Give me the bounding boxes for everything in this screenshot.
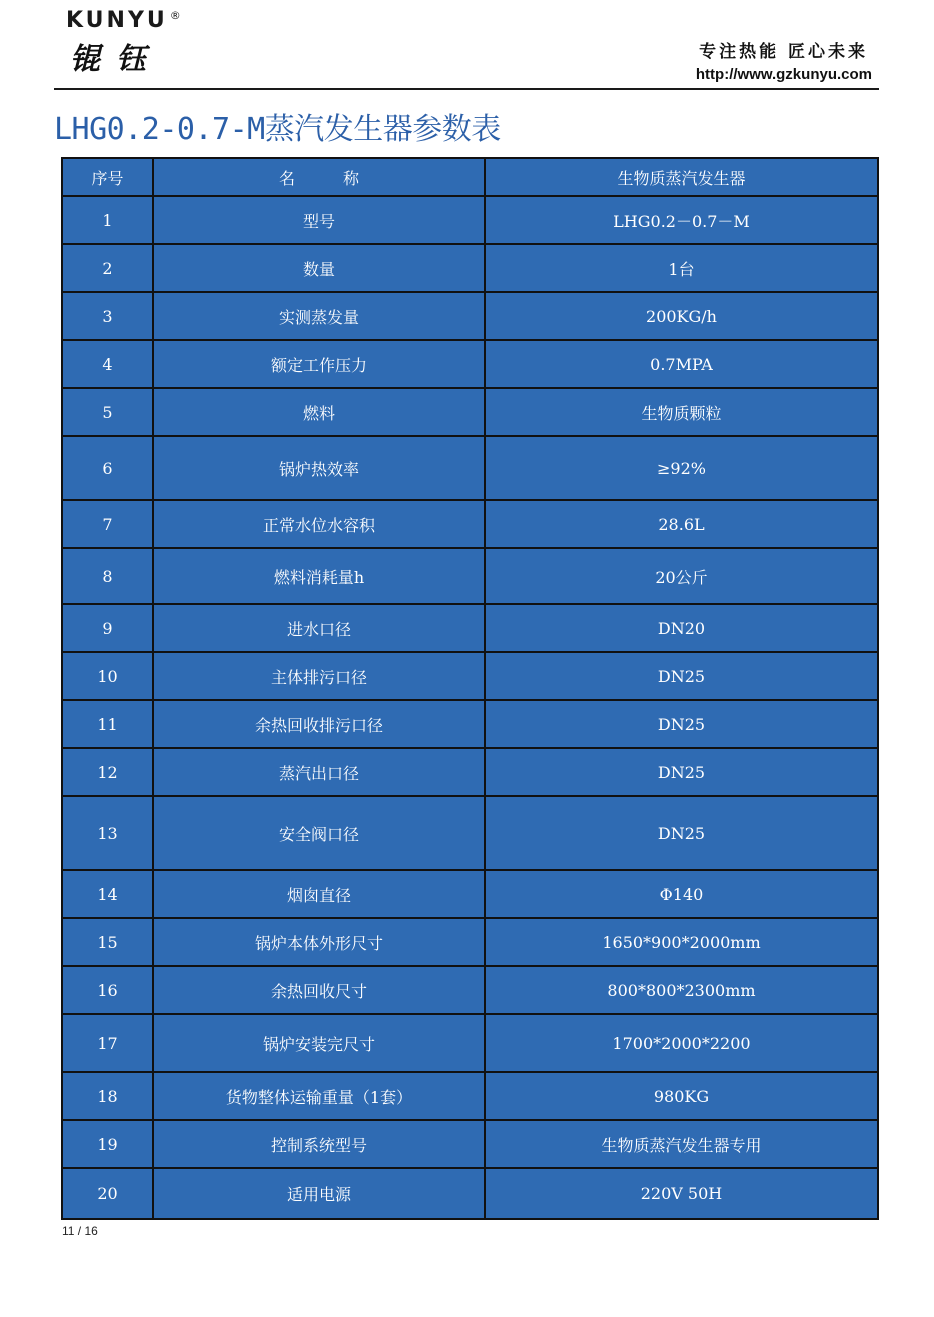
cell-serial: 19 bbox=[62, 1120, 153, 1168]
cell-value: 220V 50H bbox=[485, 1168, 878, 1219]
website-link[interactable]: http://www.gzkunyu.com bbox=[695, 66, 872, 83]
table-row bbox=[62, 1014, 878, 1072]
cell-serial: 2 bbox=[62, 244, 153, 292]
header-product: 生物质蒸汽发生器 bbox=[485, 158, 878, 196]
cell-name: 货物整体运输重量（1套） bbox=[153, 1072, 485, 1120]
brand-logo bbox=[66, 8, 181, 33]
cell-name: 蒸汽出口径 bbox=[153, 748, 485, 796]
cell-name: 烟囱直径 bbox=[153, 870, 485, 918]
cell-value: 800*800*2300mm bbox=[485, 966, 878, 1014]
company-slogan: 专注热能 匠心未来 bbox=[699, 42, 868, 62]
cell-name: 正常水位水容积 bbox=[153, 500, 485, 548]
cell-serial: 6 bbox=[62, 436, 153, 500]
table-row bbox=[62, 548, 878, 604]
cell-value: LHG0.2－0.7－M bbox=[485, 196, 878, 244]
cell-name: 余热回收尺寸 bbox=[153, 966, 485, 1014]
cell-serial: 20 bbox=[62, 1168, 153, 1219]
cell-value: 980KG bbox=[485, 1072, 878, 1120]
table-row bbox=[62, 436, 878, 500]
cell-serial: 16 bbox=[62, 966, 153, 1014]
cell-value: ≥92% bbox=[485, 436, 878, 500]
cell-serial: 17 bbox=[62, 1014, 153, 1072]
table-row bbox=[62, 1072, 878, 1120]
cell-value: DN25 bbox=[485, 796, 878, 870]
cell-serial: 7 bbox=[62, 500, 153, 548]
cell-name: 型号 bbox=[153, 196, 485, 244]
cell-name: 实测蒸发量 bbox=[153, 292, 485, 340]
cell-value: 28.6L bbox=[485, 500, 878, 548]
page-header bbox=[0, 0, 934, 95]
cell-serial: 8 bbox=[62, 548, 153, 604]
header-divider bbox=[54, 88, 879, 90]
cell-serial: 3 bbox=[62, 292, 153, 340]
table-row bbox=[62, 870, 878, 918]
table-body bbox=[62, 196, 878, 1219]
cell-name: 进水口径 bbox=[153, 604, 485, 652]
cell-value: DN20 bbox=[485, 604, 878, 652]
cell-value: 1700*2000*2200 bbox=[485, 1014, 878, 1072]
table-row bbox=[62, 292, 878, 340]
cell-name: 燃料消耗量h bbox=[153, 548, 485, 604]
table-row bbox=[62, 700, 878, 748]
header-serial: 序号 bbox=[62, 158, 153, 196]
table-row bbox=[62, 966, 878, 1014]
cell-serial: 15 bbox=[62, 918, 153, 966]
cell-name: 锅炉本体外形尺寸 bbox=[153, 918, 485, 966]
cell-name: 额定工作压力 bbox=[153, 340, 485, 388]
cell-name: 数量 bbox=[153, 244, 485, 292]
cell-value: 20公斤 bbox=[485, 548, 878, 604]
cell-serial: 5 bbox=[62, 388, 153, 436]
cell-value: 200KG/h bbox=[485, 292, 878, 340]
cell-value: 生物质蒸汽发生器专用 bbox=[485, 1120, 878, 1168]
table-row bbox=[62, 748, 878, 796]
cell-name: 锅炉热效率 bbox=[153, 436, 485, 500]
table-row bbox=[62, 340, 878, 388]
cell-name: 安全阀口径 bbox=[153, 796, 485, 870]
cell-value: 1650*900*2000mm bbox=[485, 918, 878, 966]
cell-serial: 10 bbox=[62, 652, 153, 700]
table-row bbox=[62, 196, 878, 244]
registered-mark: ® bbox=[169, 8, 181, 22]
cell-value: 1台 bbox=[485, 244, 878, 292]
cell-name: 适用电源 bbox=[153, 1168, 485, 1219]
table-row bbox=[62, 796, 878, 870]
table-row bbox=[62, 1168, 878, 1219]
cell-name: 余热回收排污口径 bbox=[153, 700, 485, 748]
logo-text: KUNYU bbox=[66, 8, 168, 33]
table-header-row bbox=[62, 158, 878, 196]
cell-serial: 9 bbox=[62, 604, 153, 652]
table-row bbox=[62, 918, 878, 966]
cell-value: DN25 bbox=[485, 700, 878, 748]
cell-name: 控制系统型号 bbox=[153, 1120, 485, 1168]
cell-serial: 1 bbox=[62, 196, 153, 244]
cell-value: Φ140 bbox=[485, 870, 878, 918]
table-row bbox=[62, 500, 878, 548]
cell-name: 锅炉安装完尺寸 bbox=[153, 1014, 485, 1072]
cell-value: 生物质颗粒 bbox=[485, 388, 878, 436]
parameter-table bbox=[61, 157, 879, 1220]
cell-serial: 12 bbox=[62, 748, 153, 796]
cell-value: 0.7MPA bbox=[485, 340, 878, 388]
table-row bbox=[62, 604, 878, 652]
table-row bbox=[62, 244, 878, 292]
logo-chinese-name: 锟钰 bbox=[70, 42, 162, 77]
page-number: 11 / 16 bbox=[62, 1224, 98, 1238]
table-row bbox=[62, 652, 878, 700]
cell-serial: 18 bbox=[62, 1072, 153, 1120]
cell-value: DN25 bbox=[485, 652, 878, 700]
cell-name: 燃料 bbox=[153, 388, 485, 436]
cell-serial: 14 bbox=[62, 870, 153, 918]
table-row bbox=[62, 1120, 878, 1168]
cell-serial: 13 bbox=[62, 796, 153, 870]
cell-serial: 11 bbox=[62, 700, 153, 748]
table-row bbox=[62, 388, 878, 436]
header-name: 名 称 bbox=[153, 158, 485, 196]
cell-value: DN25 bbox=[485, 748, 878, 796]
cell-serial: 4 bbox=[62, 340, 153, 388]
cell-name: 主体排污口径 bbox=[153, 652, 485, 700]
page-title: LHG0.2-0.7-M蒸汽发生器参数表 bbox=[54, 112, 501, 147]
